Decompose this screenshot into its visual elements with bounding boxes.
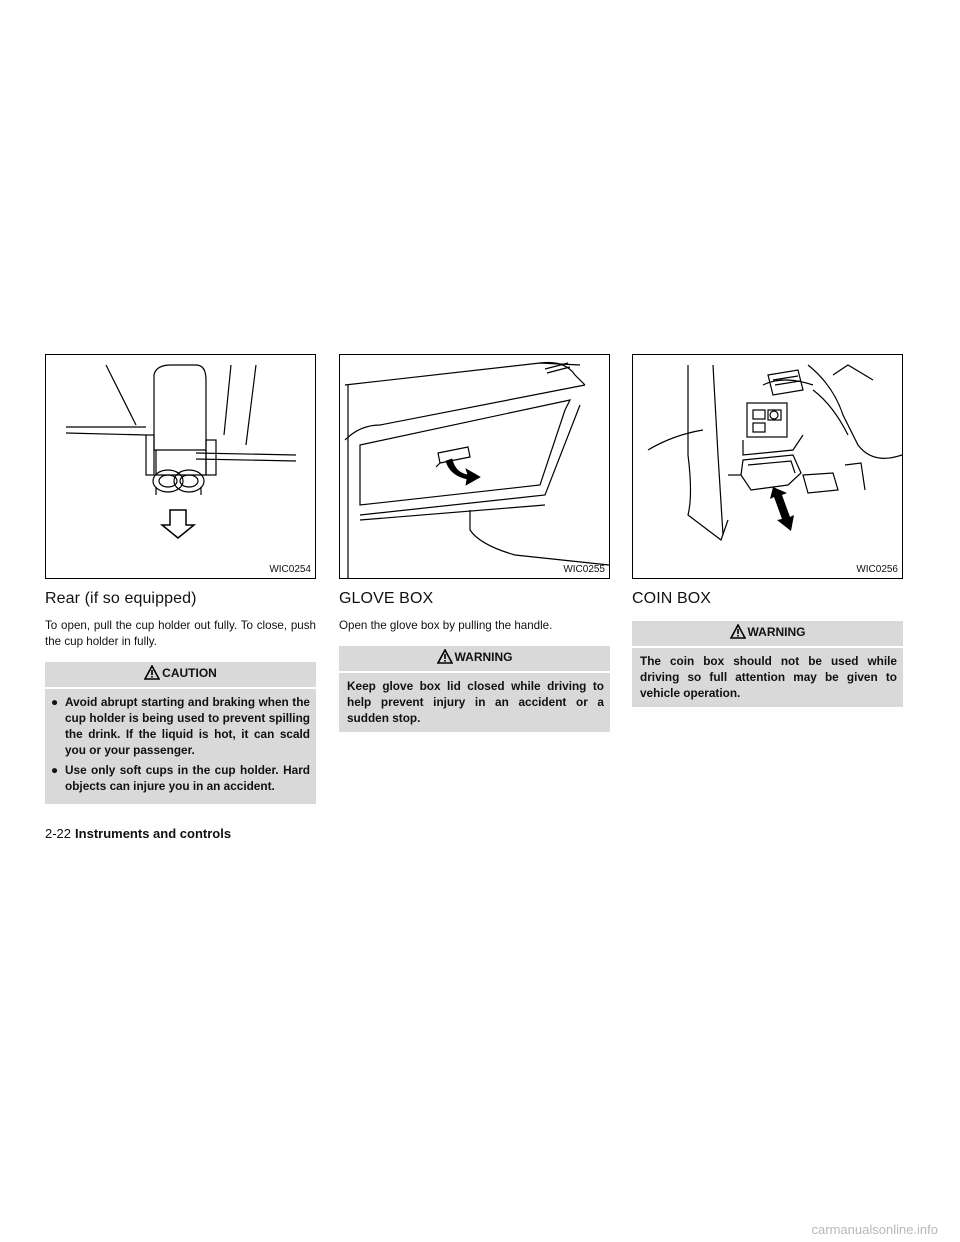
body-text: To open, pull the cup holder out fully. To close, push the cup holder in fully. xyxy=(45,619,316,648)
warning-label: WARNING xyxy=(747,625,806,639)
warning-text: The coin box should not be used while driving so full attention may be given to vehicle operation. xyxy=(640,654,897,700)
bullet-icon: ● xyxy=(51,763,59,777)
glove-box-illustration xyxy=(340,355,609,578)
figure-glove-box xyxy=(339,354,610,579)
watermark: carmanualsonline.info xyxy=(811,1222,938,1237)
cup-holder-illustration xyxy=(46,355,315,578)
warning-label: WARNING xyxy=(454,650,513,664)
figure-code: WIC0255 xyxy=(563,564,605,575)
section-title: Instruments and controls xyxy=(75,826,232,841)
page-number: 2-22 xyxy=(45,826,72,841)
coin-box-illustration xyxy=(633,355,902,578)
figure-rear-cup-holder xyxy=(45,354,316,579)
section-heading: GLOVE BOX xyxy=(339,590,434,607)
column-coin-box xyxy=(632,354,903,707)
caution-header xyxy=(45,662,316,689)
column-rear-cup-holder xyxy=(45,354,316,804)
section-heading: COIN BOX xyxy=(632,590,712,607)
body-text: Open the glove box by pulling the handle. xyxy=(339,619,553,632)
warning-header xyxy=(339,646,610,673)
warning-triangle-icon xyxy=(730,624,746,646)
caution-label: CAUTION xyxy=(162,666,217,680)
warning-triangle-icon xyxy=(144,665,160,687)
caution-item: ● Avoid abrupt starting and braking when the cup holder is being used to prevent spilling the drink. If the liquid is hot, it can scald you or your passenger. xyxy=(51,695,310,757)
warning-text: Keep glove box lid closed while driving to help prevent injury in an accident or a sudden stop. xyxy=(347,679,604,725)
figure-coin-box xyxy=(632,354,903,579)
warning-header xyxy=(632,621,903,648)
warning-box xyxy=(339,646,610,732)
warning-box xyxy=(632,621,903,707)
column-glove-box xyxy=(339,354,610,732)
caution-box xyxy=(45,662,316,804)
bullet-icon: ● xyxy=(51,695,59,709)
caution-item: ● Use only soft cups in the cup holder. Hard objects can injure you in an accident. xyxy=(51,763,310,793)
warning-triangle-icon xyxy=(437,649,453,671)
figure-code: WIC0254 xyxy=(269,564,311,575)
page-footer xyxy=(45,826,231,842)
caution-list xyxy=(45,689,316,794)
section-heading: Rear (if so equipped) xyxy=(45,590,197,607)
figure-code: WIC0256 xyxy=(856,564,898,575)
